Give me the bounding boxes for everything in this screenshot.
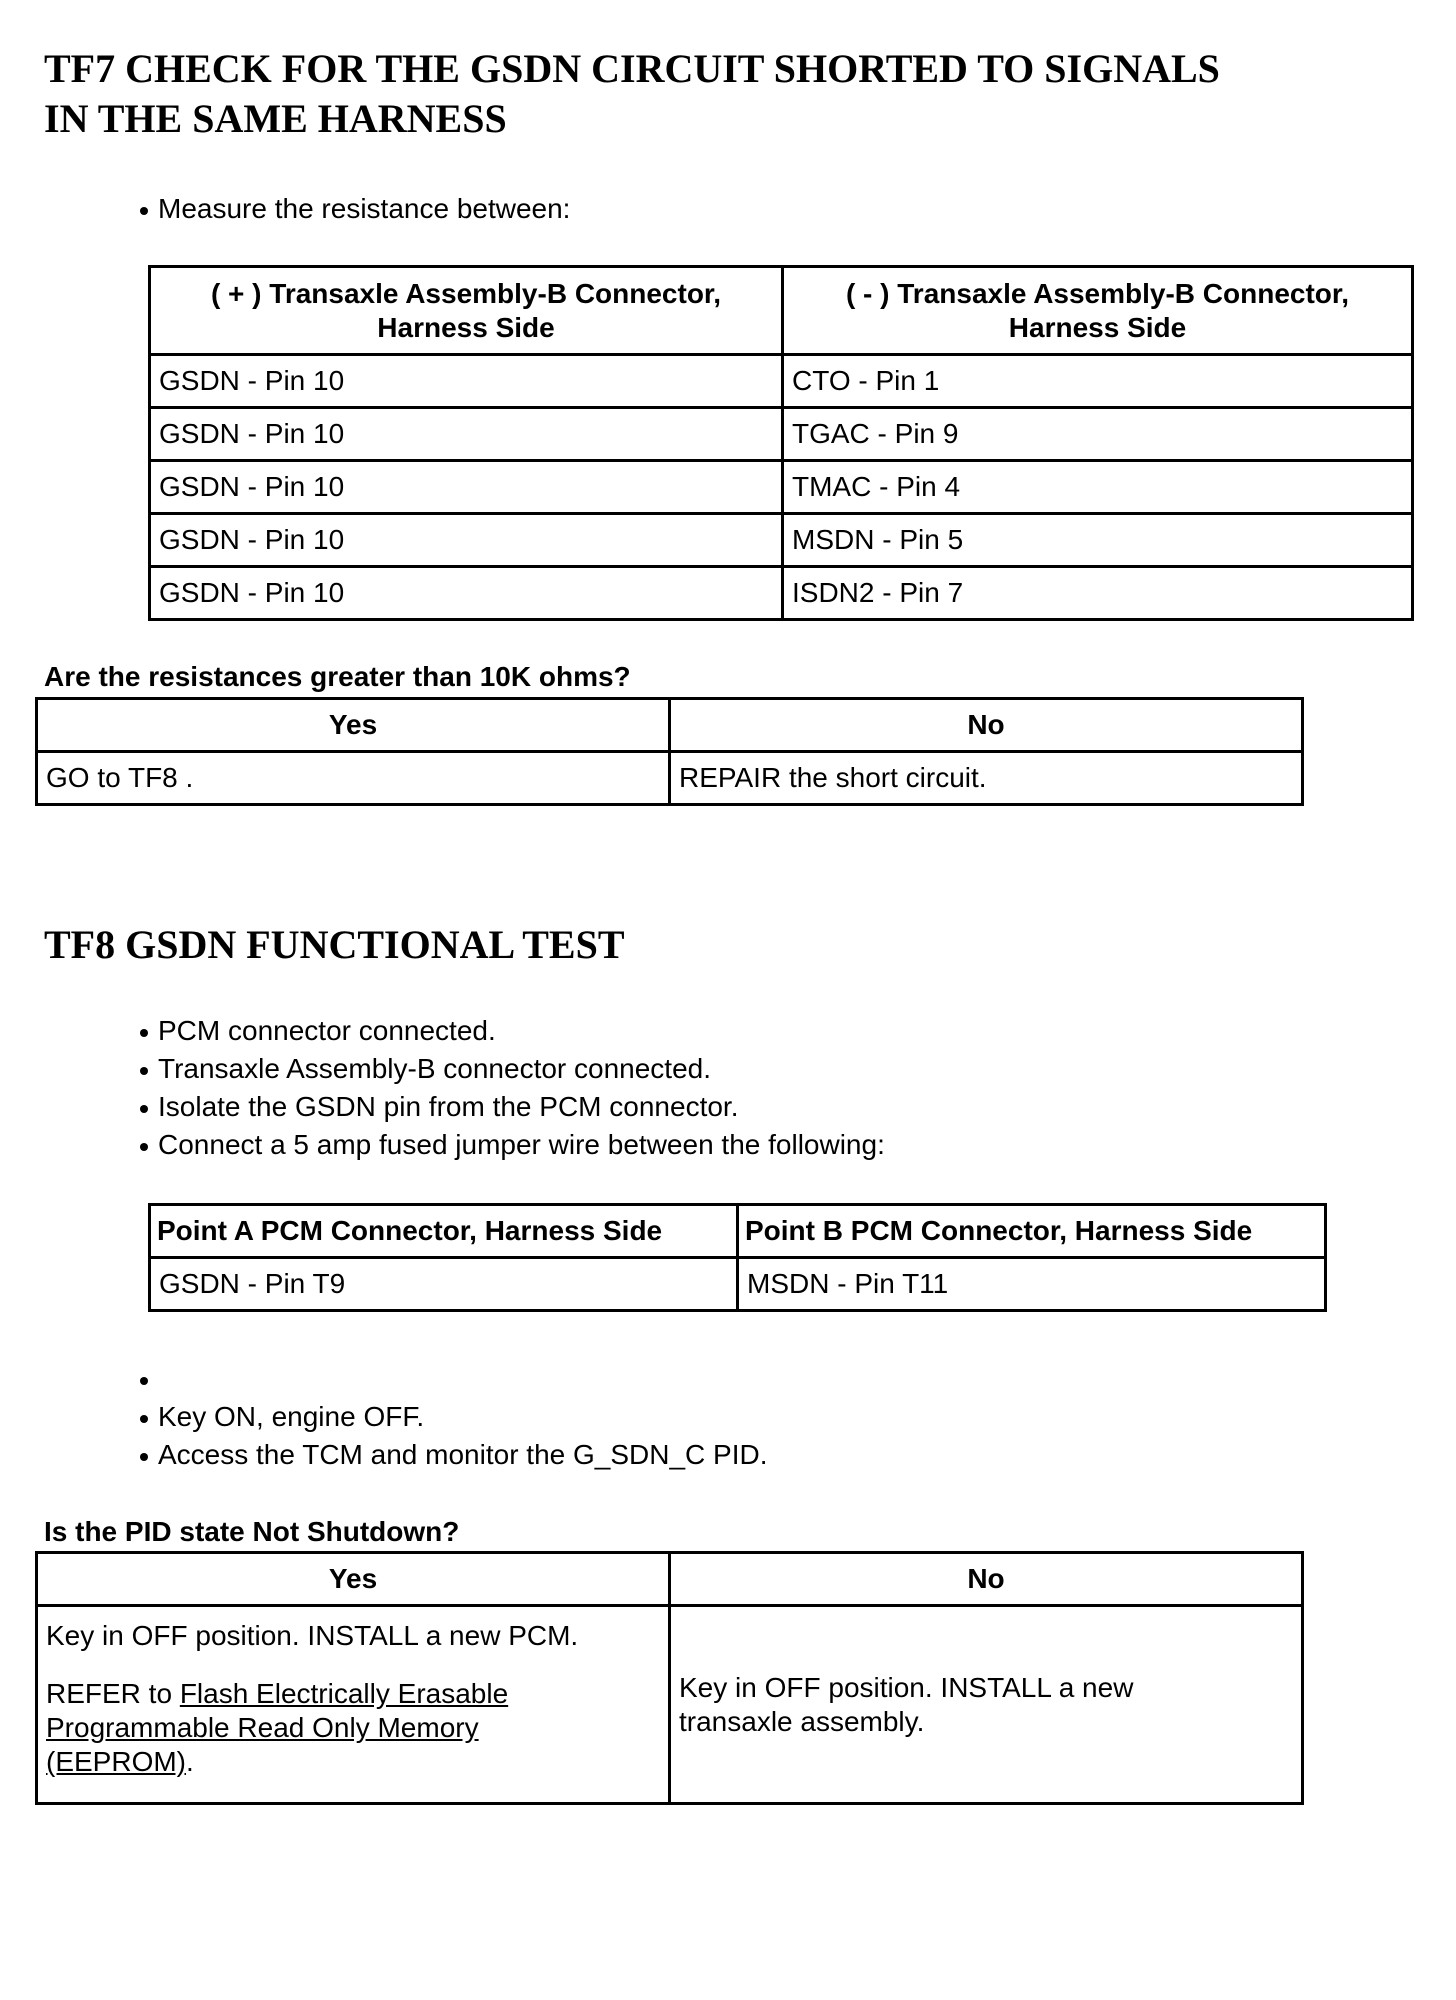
answer-yes-header: Yes — [37, 699, 670, 752]
table-row — [150, 1258, 1326, 1311]
tf8-jumper-table — [148, 1203, 1327, 1312]
answer-yes-text: Key in OFF position. INSTALL a new PCM. — [46, 1620, 579, 1651]
tf8-bullet: Isolate the GSDN pin from the PCM connector. — [138, 1088, 885, 1126]
tf8-bullet-list — [138, 1012, 885, 1164]
table-cell: MSDN - Pin 5 — [783, 514, 1413, 567]
table-cell: GSDN - Pin 10 — [150, 461, 783, 514]
answer-header-row — [37, 699, 1303, 752]
answer-yes-header: Yes — [37, 1553, 670, 1606]
table-row — [150, 461, 1413, 514]
tf7-bullet-list — [138, 190, 570, 228]
tf8-title: TF8 GSDN FUNCTIONAL TEST — [44, 922, 625, 967]
tf7-answer-table — [35, 697, 1304, 806]
table-cell: TGAC - Pin 9 — [783, 408, 1413, 461]
tf8-answer-table — [35, 1551, 1304, 1805]
table-row — [150, 408, 1413, 461]
tf7-title-line2: IN THE SAME HARNESS — [44, 96, 507, 141]
answer-no-text: Key in OFF position. INSTALL a new transaxle assembly. — [679, 1671, 1134, 1737]
tf8-bullet: Key ON, engine OFF. — [138, 1398, 768, 1436]
table-cell: TMAC - Pin 4 — [783, 461, 1413, 514]
answer-no-cell — [670, 1606, 1303, 1804]
table-header-negative: ( - ) Transaxle Assembly-B Connector, Harness Side — [783, 267, 1413, 355]
tf8-bullet: Connect a 5 amp fused jumper wire between the following: — [138, 1126, 885, 1164]
answer-yes-refer — [46, 1677, 660, 1779]
answer-yes-refer-suffix: . — [186, 1746, 194, 1777]
answer-no-header: No — [670, 699, 1303, 752]
table-cell: GSDN - Pin T9 — [150, 1258, 738, 1311]
answer-no-header: No — [670, 1553, 1303, 1606]
table-cell: MSDN - Pin T11 — [738, 1258, 1326, 1311]
answer-yes-cell — [37, 1606, 670, 1804]
table-cell: GSDN - Pin 10 — [150, 408, 783, 461]
table-cell: GSDN - Pin 10 — [150, 567, 783, 620]
table-cell: ISDN2 - Pin 7 — [783, 567, 1413, 620]
table-header-row — [150, 267, 1413, 355]
tf8-bullet: Access the TCM and monitor the G_SDN_C PID. — [138, 1436, 768, 1474]
table-header-point-b: Point B PCM Connector, Harness Side — [738, 1205, 1326, 1258]
tf8-bullet-empty — [138, 1360, 768, 1398]
eeprom-link[interactable]: Programmable Read Only Memory — [46, 1712, 479, 1743]
tf8-bullet: PCM connector connected. — [138, 1012, 885, 1050]
table-cell: GSDN - Pin 10 — [150, 514, 783, 567]
tf7-title-line1: TF7 CHECK FOR THE GSDN CIRCUIT SHORTED TO SIGNALS — [44, 46, 1220, 91]
table-header-point-a: Point A PCM Connector, Harness Side — [150, 1205, 738, 1258]
table-cell: GSDN - Pin 10 — [150, 355, 783, 408]
table-row — [150, 514, 1413, 567]
table-row — [150, 567, 1413, 620]
table-row — [150, 355, 1413, 408]
tf8-bullet: Transaxle Assembly-B connector connected. — [138, 1050, 885, 1088]
answer-row — [37, 752, 1303, 805]
table-cell: CTO - Pin 1 — [783, 355, 1413, 408]
answer-yes-refer-prefix: REFER to — [46, 1678, 180, 1709]
answer-header-row — [37, 1553, 1303, 1606]
eeprom-link[interactable]: (EEPROM) — [46, 1746, 186, 1777]
tf7-resistance-table — [148, 265, 1414, 621]
tf8-bullet-list-2 — [138, 1360, 768, 1474]
tf8-question: Is the PID state Not Shutdown? — [44, 1516, 460, 1547]
tf7-question: Are the resistances greater than 10K ohms? — [44, 661, 631, 692]
eeprom-link[interactable]: Flash Electrically Erasable — [179, 1678, 509, 1709]
tf7-bullet: Measure the resistance between: — [138, 190, 570, 228]
table-header-positive: ( + ) Transaxle Assembly-B Connector, Harness Side — [150, 267, 783, 355]
answer-no-cell: REPAIR the short circuit. — [670, 752, 1303, 805]
tf7-title — [44, 44, 1220, 144]
table-header-row — [150, 1205, 1326, 1258]
answer-row — [37, 1606, 1303, 1804]
answer-yes-cell: GO to TF8 . — [37, 752, 670, 805]
